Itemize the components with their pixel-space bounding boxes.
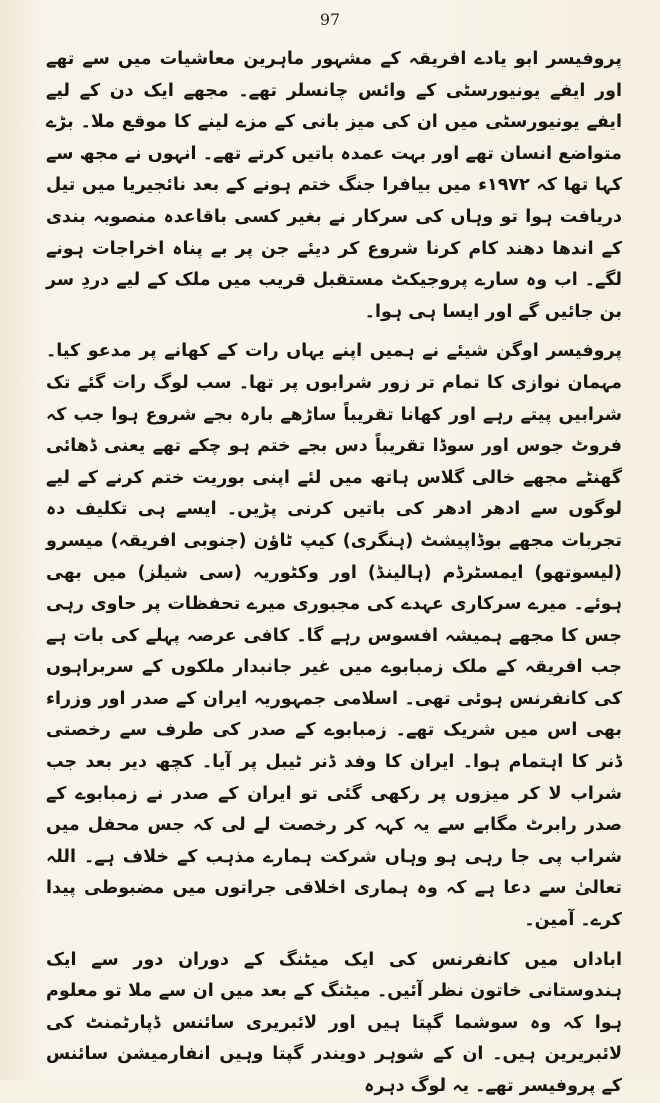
paragraph-2: پروفیسر اوگن شیئے نے ہمیں اپنے یہاں رات کے کھانے پر مدعو کیا۔ مہمان نوازی کا تمام تر زور شرابوں پر تھا۔ سب لوگ رات گئے تک شرابیں پیتے رہے اور کھانا تقریباً ساڑھے بارہ بجے شروع ہوا جب کہ فروٹ جوس اور سوڈا تقریباً دس بجے ختم ہو چکے تھے یعنی ڈھائی گھنٹے مجھے خالی گلاس ہاتھ میں لئے اپنی بوریت ختم کرنے کے لیے لوگوں سے ادھر ادھر کی باتیں کرنی پڑیں۔ ایسے ہی تکلیف دہ تجربات مجھے بوڈاپیشٹ (ہنگری) کیپ ٹاؤن (جنوبی افریقہ) میسرو (لیسوتھو) ایمسٹرڈم (ہالینڈ) اور وکٹوریہ (سی شیلز) میں بھی ہوئے۔ میرے سرکاری عہدے کی مجبوری میرے تحفظات پر حاوی رہی جس کا مجھے ہمیشہ افسوس رہے گا۔ کافی عرصہ پہلے کی بات ہے جب افریقہ کے ملک زمبابوے میں غیر جانبدار ملکوں کے سربراہوں کی کانفرنس ہوئی تھی۔ اسلامی جمہوریہ ایران کے صدر اور وزراء بھی اس میں شریک تھے۔ زمبابوے کے صدر کی طرف سے رخصتی ڈنر کا اہتمام ہوا۔ ایران کا وفد ڈنر ٹیبل پر آیا۔ کچھ دیر بعد جب شراب لا کر میزوں پر رکھی گئی تو ایران کے صدر نے زمبابوے کے صدر رابرٹ مگابے سے یہ کہہ کر رخصت لے لی کہ جس محفل میں شراب پی جا رہی ہو وہاں شرکت ہمارے مذہب کے خلاف ہے۔ اللہ تعالیٰ سے دعا ہے کہ وہ ہماری اخلاقی جراتوں میں مضبوطی پیدا کرے۔ آمین۔ [46, 341, 622, 931]
paragraph-3: اباداں میں کانفرنس کی ایک میٹنگ کے دوران دور سے ایک ہندوستانی خاتون نظر آئیں۔ میٹنگ کے بعد میں ان سے ملا تو معلوم ہوا کہ وہ سوشما گپتا ہیں اور لائبریری سائنس ڈپارٹمنٹ کی لائبریرین ہیں۔ ان کے شوہر دویندر گپتا وہیں انفارمیشن سائنس کے پروفیسر تھے۔ یہ لوگ دہرہ [46, 949, 622, 1096]
page-body [46, 44, 622, 1103]
paragraph-1: پروفیسر ابو یادے افریقہ کے مشہور ماہرین معاشیات میں سے تھے اور ایفے یونیورسٹی کے وائس چانسلر تھے۔ مجھے ایک دن کے لیے ایفے یونیورسٹی میں ان کی میز بانی کے مزے لینے کا موقع ملا۔ بڑے متواضع انسان تھے اور بہت عمدہ باتیں کرتے تھے۔ انہوں نے مجھ سے کہا تھا کہ ۱۹۷۲ء میں بیافرا جنگ ختم ہونے کے بعد نائجیریا میں تیل دریافت ہوا تو وہاں کی سرکار نے بغیر کسی باقاعدہ منصوبہ بندی کے اندھا دھند کام کرنا شروع کر دیئے جن پر بے پناہ اخراجات ہونے لگے۔ اب وہ سارے پروجیکٹ مستقبل قریب میں ملک کے لیے دردِ سر بن جائیں گے اور ایسا ہی ہوا۔ [46, 49, 623, 322]
page-number: 97 [319, 10, 341, 29]
